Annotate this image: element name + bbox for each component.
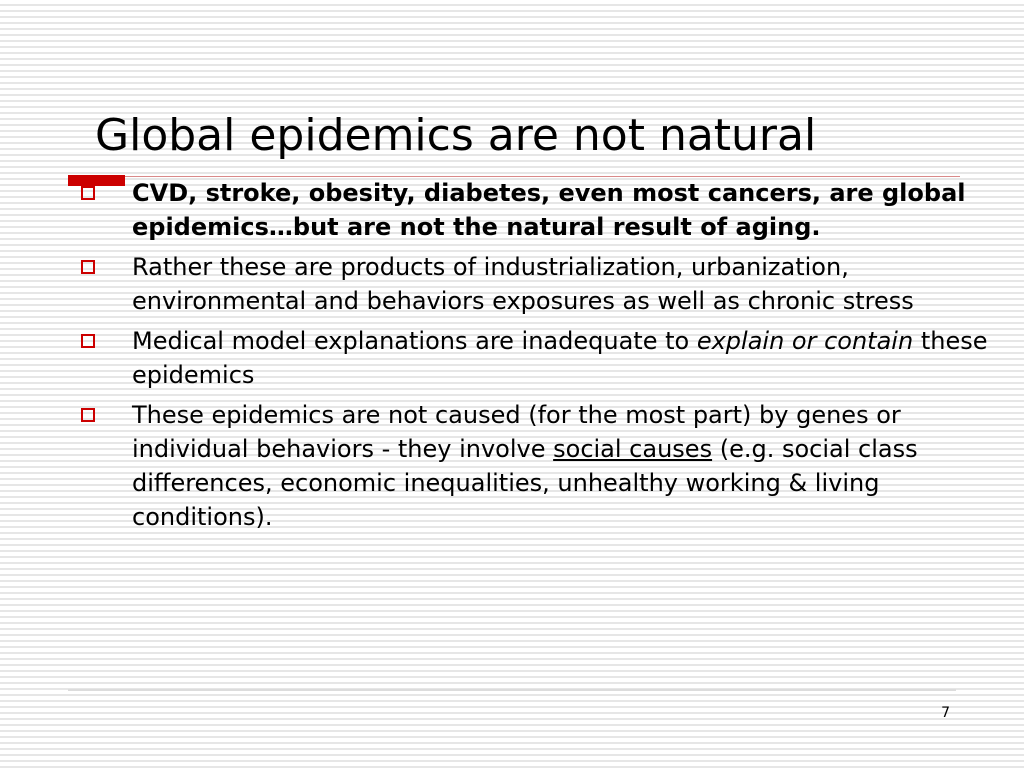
bullet-text: These epidemics are not caused (for the most part) by genes or individual behaviors - they involve bbox=[132, 401, 901, 463]
bullet-text: (e.g. social class differences, economic inequalities, unhealthy working & living conditions). bbox=[132, 435, 918, 531]
bullet-text: Medical model explanations are inadequate to bbox=[132, 327, 697, 355]
hollow-square-icon bbox=[81, 334, 95, 348]
bullet-text: Rather these are products of industrialization, urbanization, environmental and behaviors exposures as well as chronic stress bbox=[132, 253, 914, 315]
footer-divider bbox=[68, 689, 956, 691]
bullet-italic-text: explain or contain bbox=[696, 327, 914, 355]
bullet-underlined-text: social causes bbox=[553, 435, 713, 463]
bullet-list bbox=[79, 176, 999, 540]
bullet-item bbox=[79, 250, 999, 318]
hollow-square-icon bbox=[81, 408, 95, 422]
bullet-text: CVD, stroke, obesity, diabetes, even most cancers, are global epidemics…but are not the natural result of aging. bbox=[132, 179, 966, 241]
slide-title: Global epidemics are not natural bbox=[95, 110, 817, 161]
bullet-text: these epidemics bbox=[132, 327, 988, 389]
hollow-square-icon bbox=[81, 186, 95, 200]
bullet-item bbox=[79, 324, 999, 392]
bullet-item bbox=[79, 176, 999, 244]
hollow-square-icon bbox=[81, 260, 95, 274]
bullet-item bbox=[79, 398, 999, 534]
slide-number: 7 bbox=[941, 705, 950, 721]
